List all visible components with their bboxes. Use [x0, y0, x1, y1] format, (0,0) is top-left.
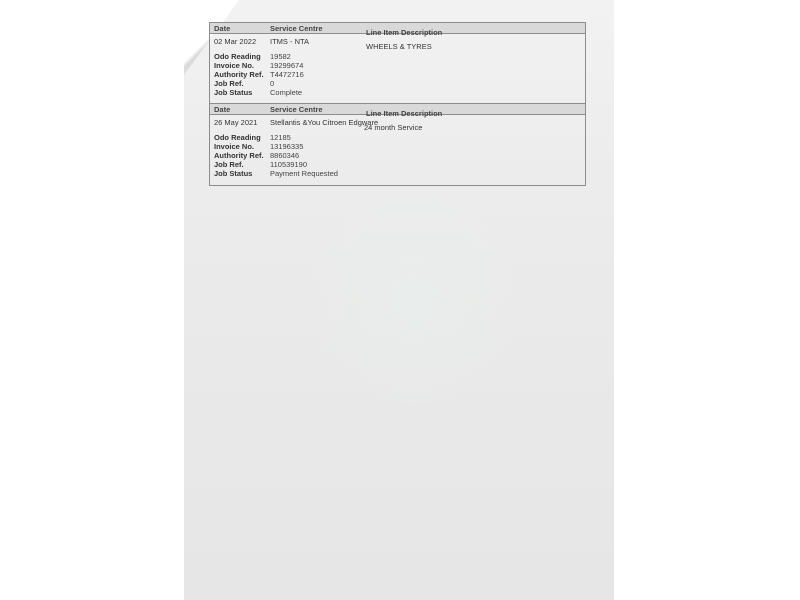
- job-ref-label: Job Ref.: [214, 79, 244, 88]
- job-ref-value: 110539190: [270, 160, 307, 169]
- date-header: Date: [214, 105, 231, 114]
- record-details: [210, 52, 585, 97]
- service-record: [209, 22, 586, 107]
- job-status-label: Job Status: [214, 169, 253, 178]
- invoice-label: Invoice No.: [214, 142, 255, 151]
- record-date: 02 Mar 2022: [214, 37, 257, 46]
- record-header: [210, 23, 585, 37]
- service-centre-header: Service Centre: [270, 24, 323, 33]
- line-item-header: Line Item Description: [366, 28, 443, 37]
- authority-row: [210, 70, 585, 79]
- line-item-header: Line Item Description: [366, 109, 443, 118]
- record-description: 24 month Service: [364, 123, 423, 132]
- odo-value: 19582: [270, 52, 291, 61]
- odo-value: 12185: [270, 133, 291, 142]
- invoice-value: 19299674: [270, 61, 304, 70]
- record-summary-row: [210, 115, 585, 133]
- authority-value: 8860346: [270, 151, 300, 160]
- record-header: [210, 104, 585, 118]
- date-header: Date: [214, 24, 231, 33]
- authority-row: [210, 151, 585, 160]
- job-ref-row: [210, 79, 585, 88]
- invoice-row: [210, 61, 585, 70]
- job-status-row: [210, 169, 585, 178]
- service-record: [209, 103, 586, 186]
- job-ref-value: 0: [270, 79, 275, 88]
- job-ref-row: [210, 160, 585, 169]
- record-date: 26 May 2021: [214, 118, 258, 127]
- record-service-centre: ITMS - NTA: [270, 37, 310, 46]
- record-details: [210, 133, 585, 178]
- invoice-value: 13196335: [270, 142, 304, 151]
- authority-label: Authority Ref.: [214, 151, 264, 160]
- invoice-label: Invoice No.: [214, 61, 255, 70]
- invoice-row: [210, 142, 585, 151]
- job-status-value: Complete: [270, 88, 303, 97]
- service-centre-header: Service Centre: [270, 105, 323, 114]
- odo-row: [210, 52, 585, 61]
- odo-label: Odo Reading: [214, 52, 261, 61]
- record-description: WHEELS & TYRES: [366, 42, 432, 51]
- odo-label: Odo Reading: [214, 133, 261, 142]
- authority-value: T4472716: [270, 70, 304, 79]
- record-summary-row: [210, 34, 585, 52]
- job-ref-label: Job Ref.: [214, 160, 244, 169]
- job-status-value: Payment Requested: [270, 169, 338, 178]
- record-service-centre: Stellantis &You Citroen Edgware: [270, 118, 379, 127]
- job-status-row: [210, 88, 585, 97]
- job-status-label: Job Status: [214, 88, 253, 97]
- odo-row: [210, 133, 585, 142]
- authority-label: Authority Ref.: [214, 70, 264, 79]
